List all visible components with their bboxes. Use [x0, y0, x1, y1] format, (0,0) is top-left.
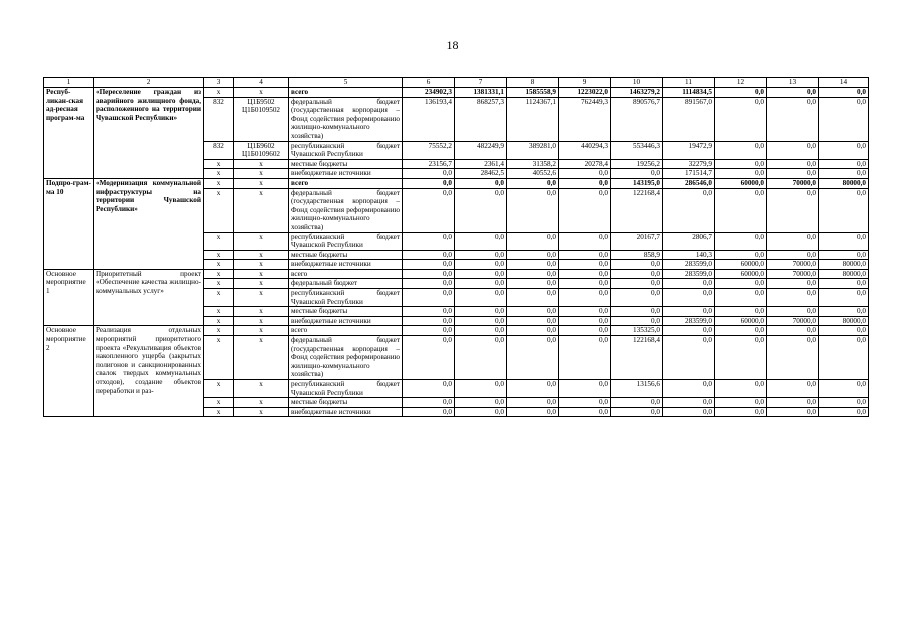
amount-cell: 0,0	[767, 279, 819, 289]
amount-cell: 0,0	[455, 336, 507, 380]
amount-cell: 135325,0	[611, 326, 663, 336]
header-row	[44, 78, 869, 88]
amount-cell: 0,0	[455, 398, 507, 408]
amount-cell: 0,0	[715, 159, 767, 169]
amount-cell: 0,0	[715, 169, 767, 179]
table-row	[44, 88, 869, 98]
amount-cell: 0,0	[559, 232, 611, 250]
amount-cell: 0,0	[507, 188, 559, 232]
funding-source: всего	[289, 269, 403, 279]
amount-cell: 0,0	[507, 307, 559, 317]
csr-code: х	[234, 169, 289, 179]
header-cell-14: 14	[819, 78, 869, 88]
amount-cell: 80000,0	[819, 178, 869, 188]
header-cell-8: 8	[507, 78, 559, 88]
funding-source: местные бюджеты	[289, 159, 403, 169]
amount-cell: 762449,3	[559, 97, 611, 141]
amount-cell: 23156,7	[403, 159, 455, 169]
amount-cell: 0,0	[819, 279, 869, 289]
grbs-code: 832	[204, 141, 234, 159]
amount-cell: 0,0	[455, 326, 507, 336]
amount-cell: 0,0	[819, 398, 869, 408]
amount-cell: 0,0	[663, 380, 715, 398]
amount-cell: 0,0	[559, 407, 611, 417]
amount-cell: 0,0	[559, 178, 611, 188]
amount-cell: 0,0	[455, 260, 507, 270]
amount-cell: 171514,7	[663, 169, 715, 179]
amount-cell: 0,0	[767, 232, 819, 250]
amount-cell: 0,0	[507, 398, 559, 408]
amount-cell: 0,0	[767, 289, 819, 307]
amount-cell: 0,0	[663, 398, 715, 408]
amount-cell: 0,0	[715, 232, 767, 250]
amount-cell: 60000,0	[715, 316, 767, 326]
table-row	[44, 326, 869, 336]
section-name: Реализация отдельных мероприятий приоритетного проекта «Рекультивация объектов накопленного ущерба (закрытых полигонов и санкционированных свалок твердых коммунальных отходов), создание объектов переработки и раз-	[94, 326, 204, 417]
amount-cell: 0,0	[403, 307, 455, 317]
grbs-code: х	[204, 232, 234, 250]
amount-cell: 0,0	[559, 307, 611, 317]
funding-source: всего	[289, 88, 403, 98]
header-cell-1: 1	[44, 78, 94, 88]
amount-cell: 0,0	[663, 289, 715, 307]
amount-cell: 28462,5	[455, 169, 507, 179]
amount-cell: 0,0	[663, 188, 715, 232]
table-row	[44, 269, 869, 279]
amount-cell: 0,0	[611, 307, 663, 317]
amount-cell: 0,0	[455, 307, 507, 317]
amount-cell: 0,0	[767, 169, 819, 179]
funding-source: местные бюджеты	[289, 250, 403, 260]
funding-source: внебюджетные источники	[289, 316, 403, 326]
amount-cell: 0,0	[559, 326, 611, 336]
amount-cell: 0,0	[819, 250, 869, 260]
amount-cell: 0,0	[455, 232, 507, 250]
amount-cell: 0,0	[767, 326, 819, 336]
amount-cell: 1114834,5	[663, 88, 715, 98]
amount-cell: 0,0	[767, 97, 819, 141]
amount-cell: 0,0	[559, 260, 611, 270]
amount-cell: 0,0	[715, 307, 767, 317]
amount-cell: 890576,7	[611, 97, 663, 141]
amount-cell: 0,0	[715, 326, 767, 336]
amount-cell: 122168,4	[611, 336, 663, 380]
amount-cell: 0,0	[819, 188, 869, 232]
amount-cell: 0,0	[507, 407, 559, 417]
amount-cell: 0,0	[715, 380, 767, 398]
amount-cell: 1124367,1	[507, 97, 559, 141]
amount-cell: 0,0	[403, 336, 455, 380]
grbs-code: х	[204, 380, 234, 398]
csr-code: х	[234, 279, 289, 289]
grbs-code: х	[204, 307, 234, 317]
funding-source: федеральный бюджет (государственная корпорация – Фонд содействия реформированию жилищно-коммунального хозяйства)	[289, 188, 403, 232]
amount-cell: 0,0	[559, 289, 611, 307]
amount-cell: 136193,4	[403, 97, 455, 141]
amount-cell: 0,0	[715, 88, 767, 98]
amount-cell: 0,0	[819, 159, 869, 169]
grbs-code: х	[204, 250, 234, 260]
grbs-code: х	[204, 260, 234, 270]
amount-cell: 0,0	[715, 336, 767, 380]
amount-cell: 0,0	[507, 279, 559, 289]
section-type: Респуб-ликан-ская ад-ресная програм-ма	[44, 88, 94, 179]
amount-cell: 0,0	[559, 336, 611, 380]
csr-code: х	[234, 380, 289, 398]
amount-cell: 0,0	[403, 326, 455, 336]
funding-source: всего	[289, 178, 403, 188]
table-row	[44, 178, 869, 188]
amount-cell: 0,0	[403, 188, 455, 232]
amount-cell: 2361,4	[455, 159, 507, 169]
amount-cell: 80000,0	[819, 316, 869, 326]
amount-cell: 0,0	[819, 289, 869, 307]
amount-cell: 140,3	[663, 250, 715, 260]
amount-cell: 0,0	[715, 407, 767, 417]
amount-cell: 0,0	[455, 269, 507, 279]
amount-cell: 0,0	[611, 398, 663, 408]
amount-cell: 32279,9	[663, 159, 715, 169]
amount-cell: 0,0	[403, 260, 455, 270]
amount-cell: 0,0	[767, 188, 819, 232]
funding-source: всего	[289, 326, 403, 336]
funding-source: республиканский бюджет Чувашской Республики	[289, 141, 403, 159]
page-number: 18	[446, 38, 459, 52]
csr-code: х	[234, 407, 289, 417]
amount-cell: 0,0	[455, 316, 507, 326]
grbs-code: х	[204, 398, 234, 408]
amount-cell: 0,0	[507, 250, 559, 260]
amount-cell: 20167,7	[611, 232, 663, 250]
amount-cell: 0,0	[403, 250, 455, 260]
amount-cell: 0,0	[403, 169, 455, 179]
amount-cell: 868257,3	[455, 97, 507, 141]
amount-cell: 0,0	[455, 178, 507, 188]
amount-cell: 440294,3	[559, 141, 611, 159]
csr-code: х	[234, 398, 289, 408]
csr-code: Ц1Б9602 Ц1Б0109602	[234, 141, 289, 159]
amount-cell: 70000,0	[767, 269, 819, 279]
amount-cell: 1463279,2	[611, 88, 663, 98]
amount-cell: 283599,0	[663, 269, 715, 279]
amount-cell: 0,0	[767, 250, 819, 260]
amount-cell: 0,0	[819, 97, 869, 141]
amount-cell: 60000,0	[715, 269, 767, 279]
amount-cell: 0,0	[767, 380, 819, 398]
section-type: Основное мероприятие 2	[44, 326, 94, 417]
amount-cell: 1381331,1	[455, 88, 507, 98]
amount-cell: 31358,2	[507, 159, 559, 169]
header-cell-7: 7	[455, 78, 507, 88]
budget-table	[43, 77, 869, 417]
amount-cell: 0,0	[715, 97, 767, 141]
amount-cell: 0,0	[611, 316, 663, 326]
amount-cell: 2806,7	[663, 232, 715, 250]
grbs-code: х	[204, 269, 234, 279]
header-cell-2: 2	[94, 78, 204, 88]
csr-code: х	[234, 289, 289, 307]
amount-cell: 0,0	[819, 307, 869, 317]
amount-cell: 0,0	[507, 336, 559, 380]
funding-source: местные бюджеты	[289, 307, 403, 317]
amount-cell: 0,0	[455, 380, 507, 398]
amount-cell: 0,0	[819, 380, 869, 398]
funding-source: местные бюджеты	[289, 398, 403, 408]
amount-cell: 0,0	[663, 336, 715, 380]
amount-cell: 283599,0	[663, 260, 715, 270]
amount-cell: 40552,6	[507, 169, 559, 179]
csr-code: х	[234, 178, 289, 188]
amount-cell: 0,0	[507, 269, 559, 279]
amount-cell: 0,0	[507, 326, 559, 336]
grbs-code: х	[204, 326, 234, 336]
amount-cell: 0,0	[559, 269, 611, 279]
csr-code: х	[234, 232, 289, 250]
amount-cell: 0,0	[403, 178, 455, 188]
funding-source: республиканский бюджет Чувашской Республики	[289, 289, 403, 307]
section-type: Подпро-грам-ма 10	[44, 178, 94, 269]
csr-code: х	[234, 188, 289, 232]
funding-source: федеральный бюджет	[289, 279, 403, 289]
header-cell-3: 3	[204, 78, 234, 88]
amount-cell: 122168,4	[611, 188, 663, 232]
amount-cell: 0,0	[611, 279, 663, 289]
amount-cell: 0,0	[767, 88, 819, 98]
grbs-code: х	[204, 188, 234, 232]
funding-source: внебюджетные источники	[289, 169, 403, 179]
header-cell-13: 13	[767, 78, 819, 88]
amount-cell: 0,0	[819, 141, 869, 159]
amount-cell: 13156,6	[611, 380, 663, 398]
header-cell-9: 9	[559, 78, 611, 88]
amount-cell: 0,0	[767, 141, 819, 159]
csr-code: х	[234, 88, 289, 98]
amount-cell: 0,0	[767, 159, 819, 169]
amount-cell: 891567,0	[663, 97, 715, 141]
amount-cell: 0,0	[403, 289, 455, 307]
amount-cell: 0,0	[715, 250, 767, 260]
amount-cell: 0,0	[663, 326, 715, 336]
header-cell-6: 6	[403, 78, 455, 88]
amount-cell: 75552,2	[403, 141, 455, 159]
csr-code: х	[234, 326, 289, 336]
amount-cell: 70000,0	[767, 316, 819, 326]
amount-cell: 0,0	[767, 307, 819, 317]
grbs-code: х	[204, 169, 234, 179]
grbs-code: х	[204, 279, 234, 289]
amount-cell: 286546,0	[663, 178, 715, 188]
amount-cell: 0,0	[819, 169, 869, 179]
amount-cell: 0,0	[559, 188, 611, 232]
funding-source: федеральный бюджет (государственная корпорация – Фонд содействия реформированию жилищно-коммунального хозяйства)	[289, 97, 403, 141]
amount-cell: 0,0	[715, 188, 767, 232]
amount-cell: 0,0	[559, 250, 611, 260]
amount-cell: 0,0	[455, 279, 507, 289]
header-cell-11: 11	[663, 78, 715, 88]
amount-cell: 0,0	[403, 279, 455, 289]
grbs-code: х	[204, 178, 234, 188]
amount-cell: 0,0	[715, 398, 767, 408]
amount-cell: 0,0	[403, 380, 455, 398]
amount-cell: 0,0	[403, 407, 455, 417]
amount-cell: 70000,0	[767, 178, 819, 188]
amount-cell: 0,0	[715, 279, 767, 289]
amount-cell: 0,0	[663, 307, 715, 317]
amount-cell: 0,0	[507, 232, 559, 250]
amount-cell: 0,0	[819, 326, 869, 336]
section-name: «Переселение граждан из аварийного жилищного фонда, расположенного на территории Чувашской Республики»	[94, 88, 204, 179]
amount-cell: 0,0	[715, 141, 767, 159]
grbs-code: х	[204, 316, 234, 326]
amount-cell: 0,0	[819, 336, 869, 380]
amount-cell: 0,0	[559, 279, 611, 289]
amount-cell: 0,0	[507, 316, 559, 326]
amount-cell: 0,0	[663, 279, 715, 289]
amount-cell: 0,0	[819, 232, 869, 250]
amount-cell: 0,0	[455, 407, 507, 417]
amount-cell: 0,0	[611, 269, 663, 279]
amount-cell: 0,0	[507, 260, 559, 270]
header-cell-5: 5	[289, 78, 403, 88]
amount-cell: 0,0	[559, 169, 611, 179]
amount-cell: 0,0	[611, 407, 663, 417]
amount-cell: 0,0	[611, 169, 663, 179]
funding-source: федеральный бюджет (государственная корпорация – Фонд содействия реформированию жилищно-коммунального хозяйства)	[289, 336, 403, 380]
header-cell-4: 4	[234, 78, 289, 88]
amount-cell: 60000,0	[715, 178, 767, 188]
amount-cell: 0,0	[611, 289, 663, 307]
funding-source: республиканский бюджет Чувашской Республики	[289, 380, 403, 398]
amount-cell: 60000,0	[715, 260, 767, 270]
grbs-code: х	[204, 407, 234, 417]
amount-cell: 0,0	[403, 232, 455, 250]
amount-cell: 0,0	[663, 407, 715, 417]
csr-code: х	[234, 260, 289, 270]
grbs-code: 832	[204, 97, 234, 141]
amount-cell: 0,0	[507, 380, 559, 398]
amount-cell: 482249,9	[455, 141, 507, 159]
section-name: Приоритетный проект «Обеспечение качества жилищно-коммунальных услуг»	[94, 269, 204, 326]
amount-cell: 0,0	[559, 380, 611, 398]
csr-code: х	[234, 316, 289, 326]
amount-cell: 0,0	[819, 88, 869, 98]
amount-cell: 283599,0	[663, 316, 715, 326]
csr-code: х	[234, 336, 289, 380]
amount-cell: 0,0	[455, 289, 507, 307]
section-type: Основное мероприятие 1	[44, 269, 94, 326]
amount-cell: 1223022,0	[559, 88, 611, 98]
amount-cell: 0,0	[403, 269, 455, 279]
amount-cell: 0,0	[403, 316, 455, 326]
csr-code: х	[234, 250, 289, 260]
amount-cell: 80000,0	[819, 269, 869, 279]
amount-cell: 143195,0	[611, 178, 663, 188]
funding-source: республиканский бюджет Чувашской Республики	[289, 232, 403, 250]
csr-code: х	[234, 159, 289, 169]
header-cell-12: 12	[715, 78, 767, 88]
amount-cell: 0,0	[403, 398, 455, 408]
csr-code: х	[234, 269, 289, 279]
amount-cell: 19256,2	[611, 159, 663, 169]
amount-cell: 80000,0	[819, 260, 869, 270]
amount-cell: 0,0	[507, 178, 559, 188]
amount-cell: 0,0	[559, 316, 611, 326]
amount-cell: 0,0	[455, 188, 507, 232]
funding-source: внебюджетные источники	[289, 407, 403, 417]
grbs-code: х	[204, 336, 234, 380]
amount-cell: 20278,4	[559, 159, 611, 169]
header-cell-10: 10	[611, 78, 663, 88]
amount-cell: 0,0	[819, 407, 869, 417]
grbs-code: х	[204, 289, 234, 307]
csr-code: х	[234, 307, 289, 317]
csr-code: Ц1Б9502 Ц1Б0109502	[234, 97, 289, 141]
amount-cell: 0,0	[767, 407, 819, 417]
grbs-code: х	[204, 88, 234, 98]
amount-cell: 0,0	[559, 398, 611, 408]
amount-cell: 0,0	[715, 289, 767, 307]
amount-cell: 19472,9	[663, 141, 715, 159]
grbs-code: х	[204, 159, 234, 169]
funding-source: внебюджетные источники	[289, 260, 403, 270]
amount-cell: 858,9	[611, 250, 663, 260]
amount-cell: 1585558,9	[507, 88, 559, 98]
amount-cell: 0,0	[611, 260, 663, 270]
amount-cell: 0,0	[767, 398, 819, 408]
amount-cell: 70000,0	[767, 260, 819, 270]
amount-cell: 0,0	[767, 336, 819, 380]
section-name: «Модернизация коммунальной инфраструктуры на территории Чувашской Республики»	[94, 178, 204, 269]
amount-cell: 553446,3	[611, 141, 663, 159]
amount-cell: 0,0	[507, 289, 559, 307]
amount-cell: 0,0	[455, 250, 507, 260]
amount-cell: 234902,3	[403, 88, 455, 98]
amount-cell: 389281,0	[507, 141, 559, 159]
